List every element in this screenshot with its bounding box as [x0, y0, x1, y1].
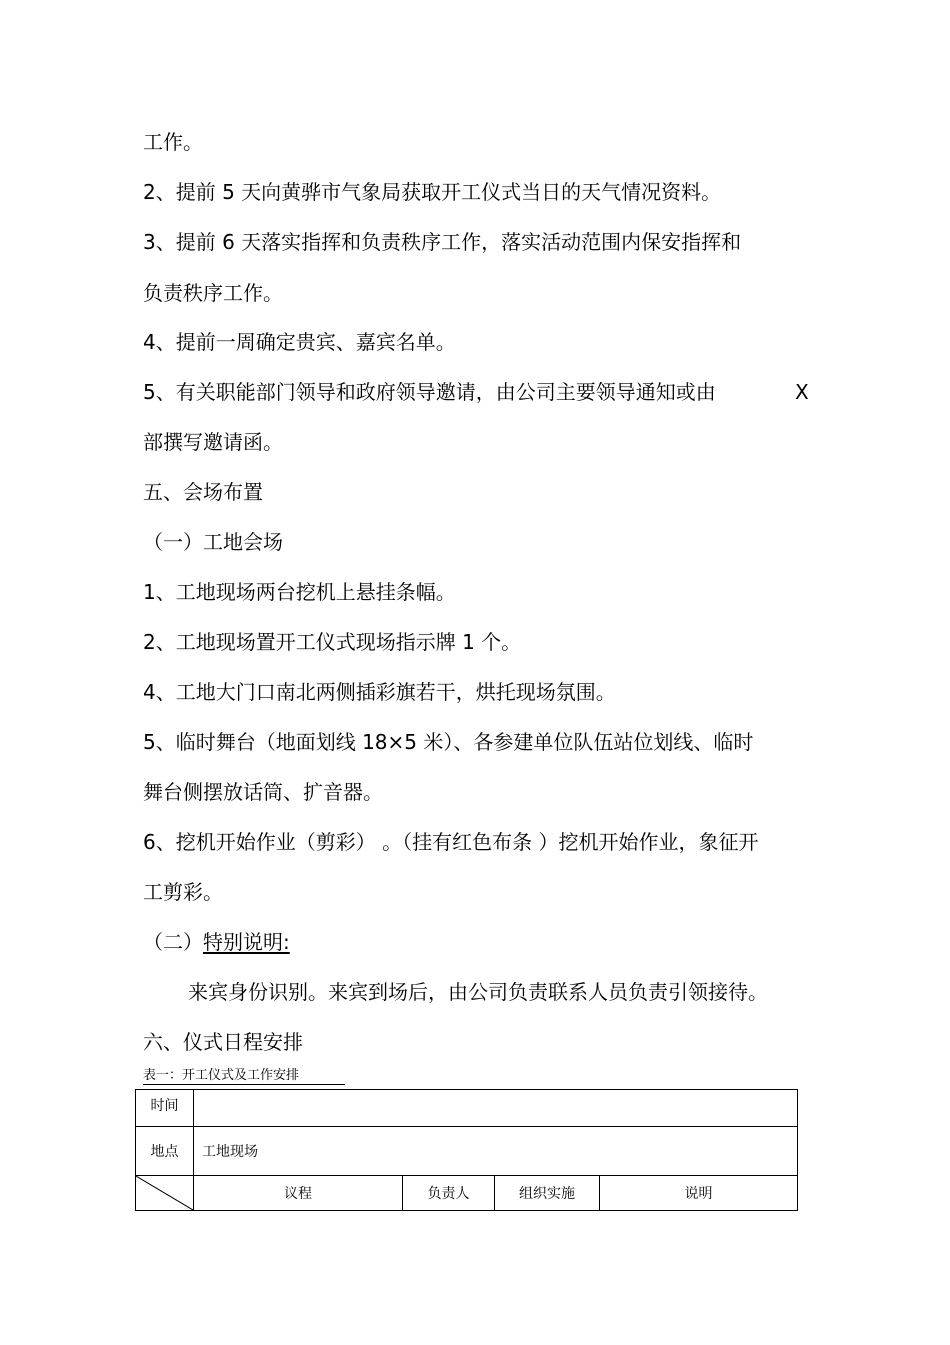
text-line: 4、提前一周确定贵宾、嘉宾名单。: [143, 330, 456, 354]
special-note-body: 来宾身份识别。来宾到场后，由公司负责联系人员负责引领接待。: [188, 980, 768, 1004]
text-line: 1、工地现场两台挖机上悬挂条幅。: [143, 580, 456, 604]
header-agenda: 议程: [194, 1176, 403, 1211]
special-note-heading: [143, 930, 290, 954]
text-line: 5、临时舞台（地面划线 18×5 米）、各参建单位队伍站位划线、临时: [143, 730, 754, 754]
special-note-title: 特别说明:: [203, 930, 290, 954]
table-row: [136, 1090, 798, 1127]
text-line: 5、有关职能部门领导和政府领导邀请，由公司主要领导通知或由: [143, 380, 716, 404]
special-note-prefix: （二）: [143, 930, 203, 954]
diagonal-line-icon: [136, 1176, 193, 1210]
subsection-heading: （一）工地会场: [143, 530, 283, 554]
text-line: 部撰写邀请函。: [143, 430, 283, 454]
table-row: [136, 1127, 798, 1176]
section-heading: 六、仪式日程安排: [143, 1030, 303, 1054]
text-line: 4、工地大门口南北两侧插彩旗若干，烘托现场氛围。: [143, 680, 616, 704]
text-line: 工作。: [143, 130, 203, 154]
diagonal-header-cell: [136, 1176, 194, 1211]
header-notes: 说明: [600, 1176, 798, 1211]
text-line: 舞台侧摆放话筒、扩音器。: [143, 780, 383, 804]
section-heading: 五、会场布置: [143, 480, 263, 504]
time-value: [194, 1090, 798, 1127]
text-line: 2、工地现场置开工仪式现场指示牌 1 个。: [143, 630, 522, 654]
place-value: 工地现场: [194, 1127, 798, 1176]
text-line: 6、挖机开始作业（剪彩） 。（挂有红色布条 ）挖机开始作业，象征开: [143, 830, 759, 854]
x-mark: X: [795, 380, 809, 404]
text-line: 工剪彩。: [143, 880, 223, 904]
table-caption: 表一：开工仪式及工作安排: [143, 1068, 300, 1083]
caption-underline: [143, 1084, 345, 1085]
table-row: [136, 1176, 798, 1211]
header-responsible: 负责人: [403, 1176, 495, 1211]
text-line: 3、提前 6 天落实指挥和负责秩序工作，落实活动范围内保安指挥和: [143, 230, 742, 254]
header-organizer: 组织实施: [495, 1176, 600, 1211]
schedule-table: [135, 1089, 798, 1211]
time-label: 时间: [136, 1090, 194, 1127]
text-line: 负责秩序工作。: [143, 281, 283, 305]
text-line: 2、提前 5 天向黄骅市气象局获取开工仪式当日的天气情况资料。: [143, 180, 722, 204]
place-label: 地点: [136, 1127, 194, 1176]
